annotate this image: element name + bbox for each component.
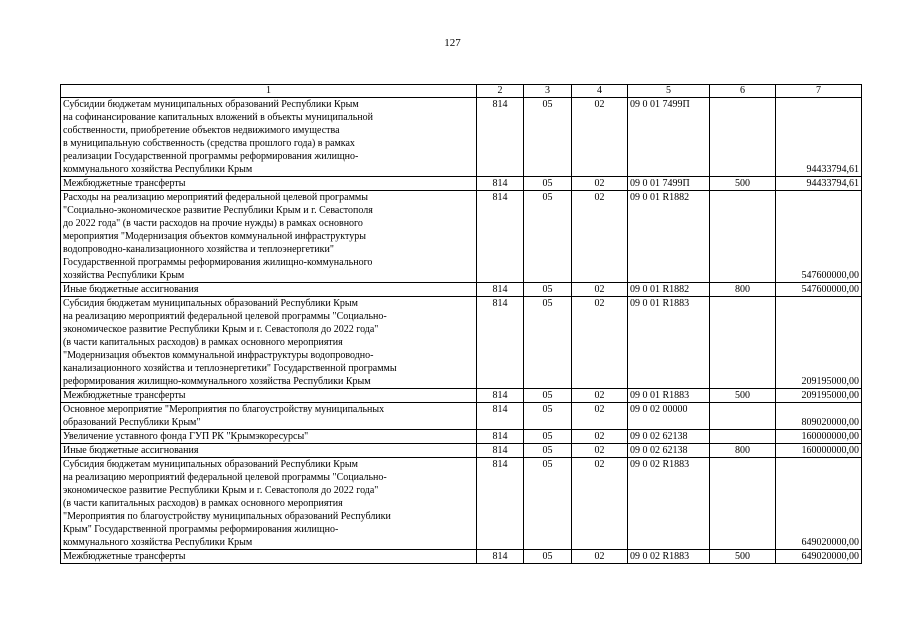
row-section-code: 05: [524, 297, 572, 389]
row-description: Субсидии бюджетам муниципальных образований Республики Крым на софинансирование капитальных вложений в объекты муниципальной собственности, приобретение объектов недвижимого имущества в муниципальную собственность (средства прошлого года) в рамках реализации Государственной программы реформирования жилищно- коммунального хозяйства Республики Крым: [61, 98, 477, 177]
row-description: Межбюджетные трансферты: [61, 389, 477, 403]
row-description: Иные бюджетные ассигнования: [61, 444, 477, 458]
budget-table: [60, 84, 862, 564]
row-department-code: 814: [477, 430, 524, 444]
column-header-3: 3: [524, 85, 572, 98]
row-subsection-code: 02: [572, 403, 628, 430]
row-subsection-code: 02: [572, 430, 628, 444]
row-target-article: 09 0 01 R1883: [628, 389, 710, 403]
row-section-code: 05: [524, 389, 572, 403]
row-target-article: 09 0 02 62138: [628, 430, 710, 444]
row-expense-type: [710, 191, 776, 283]
row-section-code: 05: [524, 458, 572, 550]
row-target-article: 09 0 01 R1882: [628, 283, 710, 297]
column-header-2: 2: [477, 85, 524, 98]
table-row: [61, 444, 862, 458]
column-header-4: 4: [572, 85, 628, 98]
row-amount: 160000000,00: [776, 430, 862, 444]
row-subsection-code: 02: [572, 283, 628, 297]
row-department-code: 814: [477, 550, 524, 564]
row-section-code: 05: [524, 283, 572, 297]
row-amount: 94433794,61: [776, 98, 862, 177]
column-number-row: [61, 85, 862, 98]
row-section-code: 05: [524, 550, 572, 564]
row-subsection-code: 02: [572, 444, 628, 458]
row-target-article: 09 0 02 00000: [628, 403, 710, 430]
row-target-article: 09 0 01 R1883: [628, 297, 710, 389]
row-department-code: 814: [477, 283, 524, 297]
row-section-code: 05: [524, 191, 572, 283]
row-department-code: 814: [477, 403, 524, 430]
row-target-article: 09 0 02 R1883: [628, 458, 710, 550]
row-expense-type: [710, 430, 776, 444]
row-expense-type: [710, 98, 776, 177]
row-subsection-code: 02: [572, 458, 628, 550]
row-target-article: 09 0 01 7499П: [628, 177, 710, 191]
row-amount: 209195000,00: [776, 297, 862, 389]
row-target-article: 09 0 02 62138: [628, 444, 710, 458]
row-expense-type: [710, 403, 776, 430]
table-row: [61, 389, 862, 403]
row-section-code: 05: [524, 98, 572, 177]
budget-table-body: [61, 85, 862, 564]
row-department-code: 814: [477, 444, 524, 458]
row-expense-type: [710, 297, 776, 389]
row-amount: 809020000,00: [776, 403, 862, 430]
row-expense-type: 500: [710, 550, 776, 564]
row-subsection-code: 02: [572, 98, 628, 177]
row-department-code: 814: [477, 389, 524, 403]
row-section-code: 05: [524, 444, 572, 458]
row-amount: 547600000,00: [776, 283, 862, 297]
row-section-code: 05: [524, 403, 572, 430]
row-amount: 94433794,61: [776, 177, 862, 191]
table-row: [61, 98, 862, 177]
row-amount: 649020000,00: [776, 458, 862, 550]
row-amount: 649020000,00: [776, 550, 862, 564]
row-amount: 160000000,00: [776, 444, 862, 458]
row-expense-type: 500: [710, 389, 776, 403]
row-department-code: 814: [477, 458, 524, 550]
row-target-article: 09 0 01 7499П: [628, 98, 710, 177]
row-expense-type: [710, 458, 776, 550]
row-target-article: 09 0 02 R1883: [628, 550, 710, 564]
row-subsection-code: 02: [572, 389, 628, 403]
row-description: Расходы на реализацию мероприятий федеральной целевой программы "Социально-экономическое развитие Республики Крым и г. Севастополя до 2022 года" (в части расходов на прочие нужды) в рамках основного мероприятия "Модернизация объектов коммунальной инфраструктуры водопроводно-канализационного хозяйства и теплоэнергетики" Государственной программы реформирования жилищно-коммунального хозяйства Республики Крым: [61, 191, 477, 283]
row-department-code: 814: [477, 297, 524, 389]
row-department-code: 814: [477, 191, 524, 283]
row-expense-type: 800: [710, 444, 776, 458]
row-description: Основное мероприятие "Мероприятия по благоустройству муниципальных образований Республики Крым": [61, 403, 477, 430]
table-row: [61, 283, 862, 297]
row-section-code: 05: [524, 177, 572, 191]
row-description: Иные бюджетные ассигнования: [61, 283, 477, 297]
row-subsection-code: 02: [572, 297, 628, 389]
row-amount: 209195000,00: [776, 389, 862, 403]
column-header-6: 6: [710, 85, 776, 98]
row-description: Межбюджетные трансферты: [61, 550, 477, 564]
row-description: Субсидия бюджетам муниципальных образований Республики Крым на реализацию мероприятий федеральной целевой программы "Социально- экономическое развитие Республики Крым и г. Севастополя до 2022 года" (в части капитальных расходов) в рамках основного мероприятия "Модернизация объектов коммунальной инфраструктуры водопроводно- канализационного хозяйства и теплоэнергетики" Государственной программы реформирования жилищно-коммунального хозяйства Республики Крым: [61, 297, 477, 389]
row-subsection-code: 02: [572, 550, 628, 564]
row-amount: 547600000,00: [776, 191, 862, 283]
table-row: [61, 430, 862, 444]
column-header-1: 1: [61, 85, 477, 98]
row-description: Субсидия бюджетам муниципальных образований Республики Крым на реализацию мероприятий федеральной целевой программы "Социально- экономическое развитие Республики Крым и г. Севастополя до 2022 года" (в части капитальных расходов) в рамках основного мероприятия "Мероприятия по благоустройству муниципальных образований Республики Крым" Государственной программы реформирования жилищно- коммунального хозяйства Республики Крым: [61, 458, 477, 550]
table-row: [61, 403, 862, 430]
column-header-5: 5: [628, 85, 710, 98]
table-row: [61, 458, 862, 550]
row-department-code: 814: [477, 98, 524, 177]
table-row: [61, 191, 862, 283]
row-subsection-code: 02: [572, 191, 628, 283]
row-description: Увеличение уставного фонда ГУП РК "Крымэкоресурсы": [61, 430, 477, 444]
page-number: 127: [444, 37, 461, 49]
row-expense-type: 800: [710, 283, 776, 297]
column-header-7: 7: [776, 85, 862, 98]
row-subsection-code: 02: [572, 177, 628, 191]
row-section-code: 05: [524, 430, 572, 444]
row-description: Межбюджетные трансферты: [61, 177, 477, 191]
table-row: [61, 550, 862, 564]
row-target-article: 09 0 01 R1882: [628, 191, 710, 283]
row-expense-type: 500: [710, 177, 776, 191]
table-row: [61, 177, 862, 191]
table-row: [61, 297, 862, 389]
row-department-code: 814: [477, 177, 524, 191]
